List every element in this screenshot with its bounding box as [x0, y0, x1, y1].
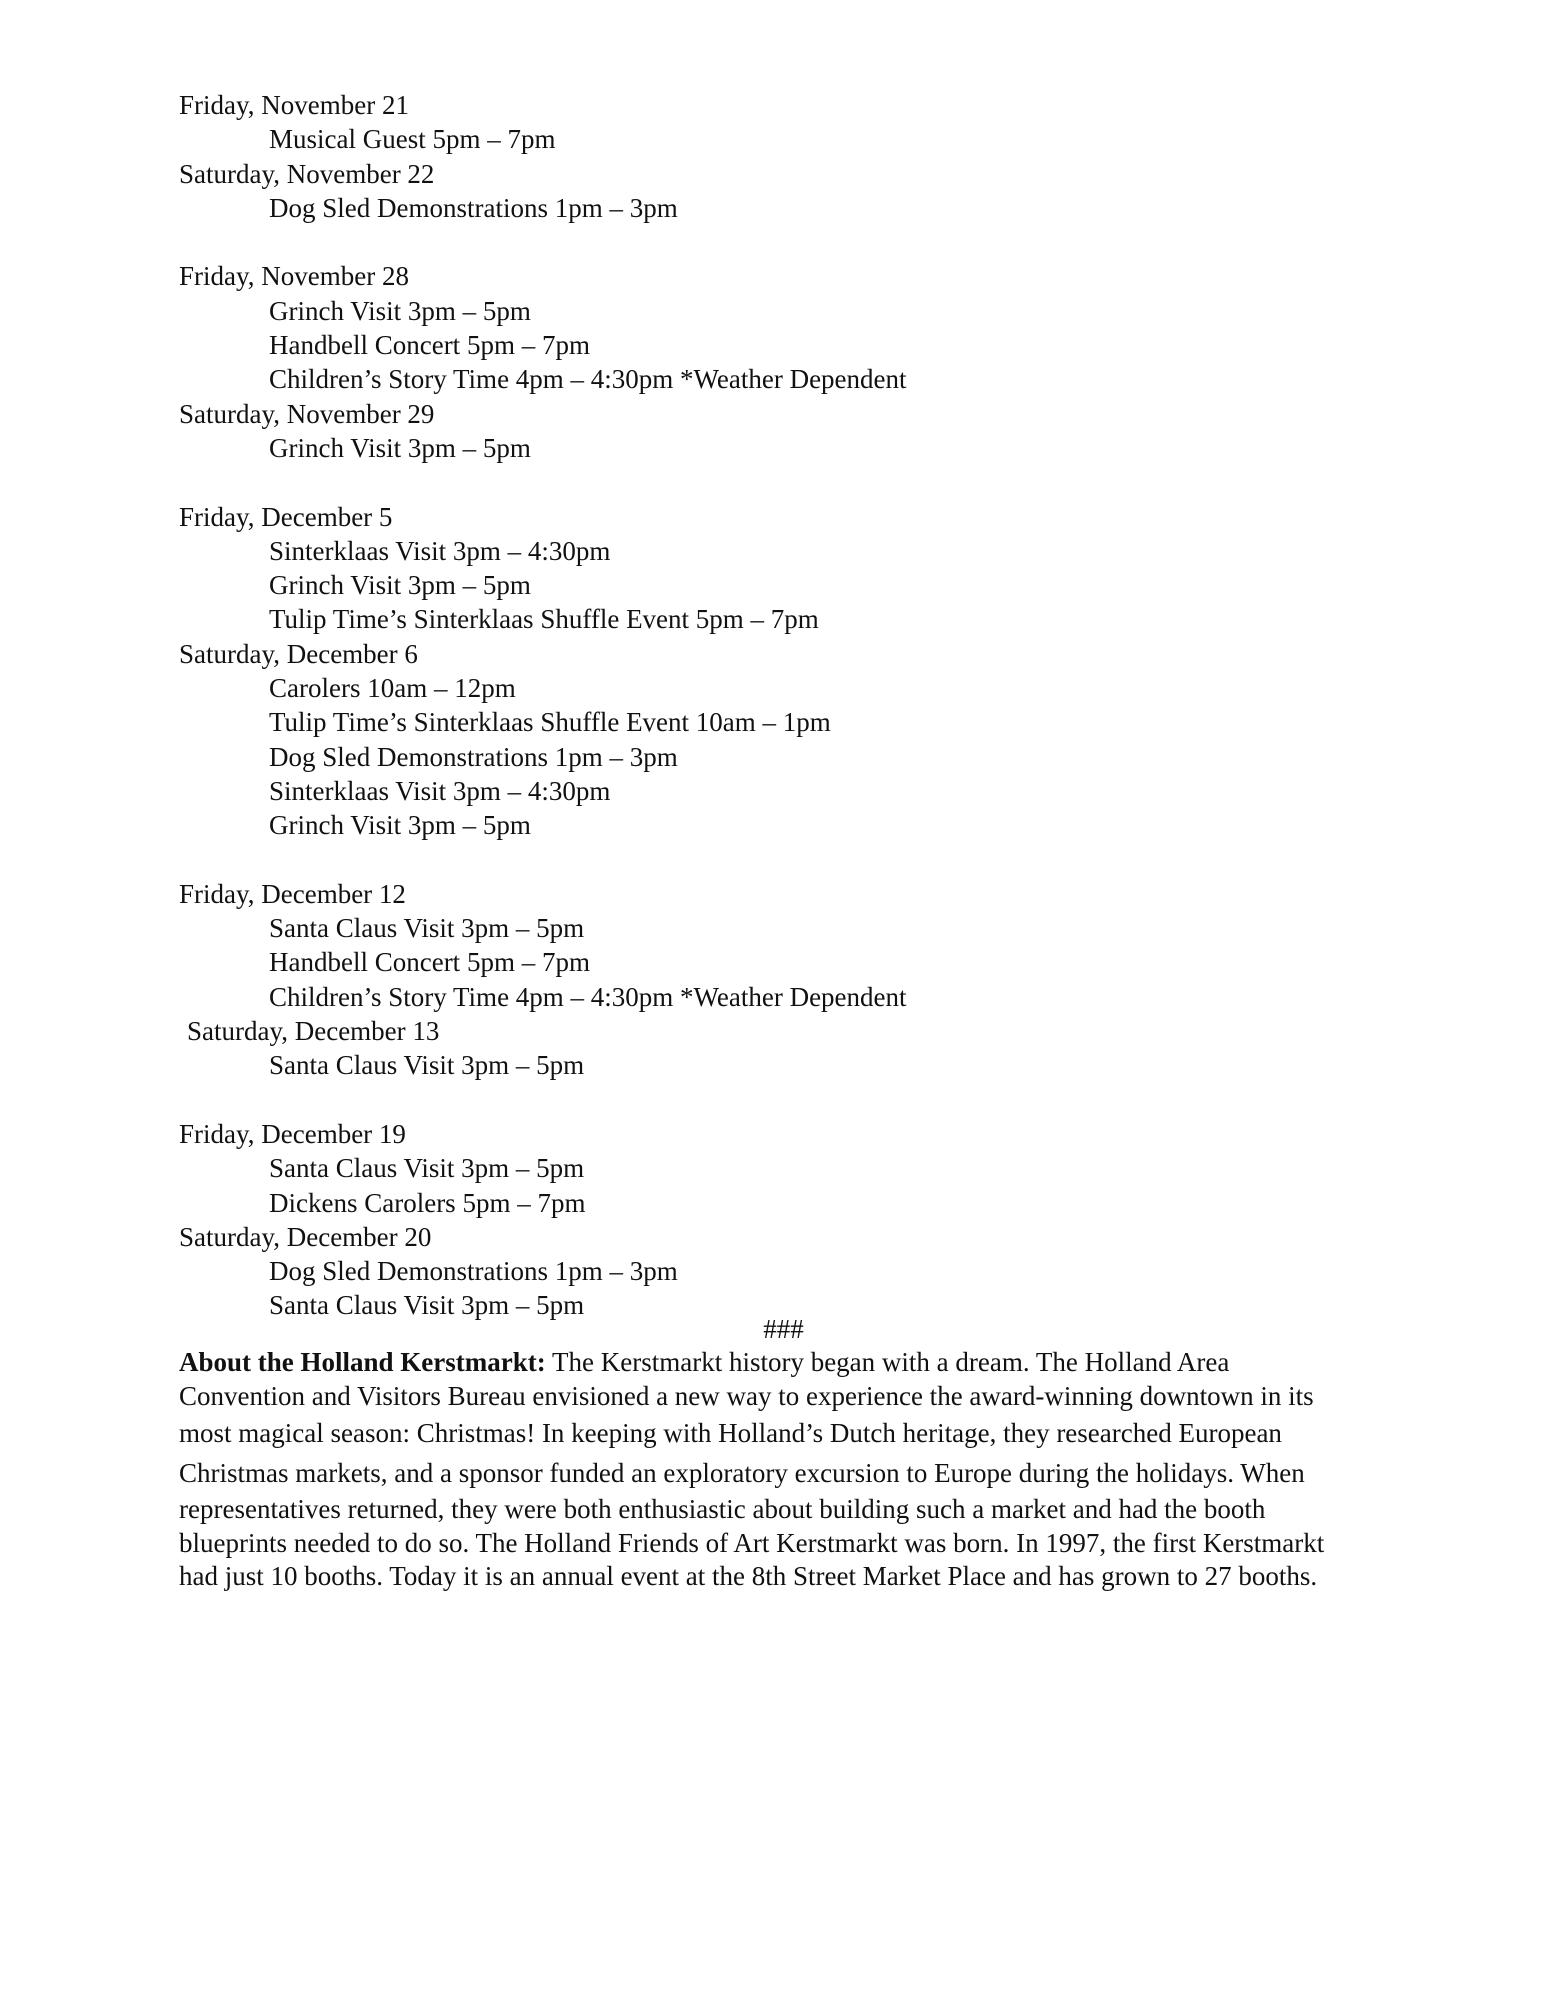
- schedule-event: Santa Claus Visit 3pm – 5pm: [269, 1050, 585, 1081]
- about-line: blueprints needed to do so. The Holland Friends of Art Kerstmarkt was born. In 1997, the first Kerstmarkt: [179, 1527, 1325, 1558]
- schedule-event: Sinterklaas Visit 3pm – 4:30pm: [269, 775, 611, 806]
- schedule-day: Friday, December 19: [179, 1118, 406, 1149]
- spacer: [179, 1083, 1379, 1117]
- schedule-event: Carolers 10am – 12pm: [269, 673, 516, 704]
- about-text: The Kerstmarkt history began with a dream. The Holland Area: [545, 1347, 1230, 1377]
- schedule-event: Dog Sled Demonstrations 1pm – 3pm: [269, 192, 678, 223]
- schedule-day: Saturday, December 6: [179, 638, 418, 669]
- about-line: representatives returned, they were both enthusiastic about building such a market and had the booth: [179, 1494, 1266, 1525]
- schedule-day: Saturday, November 29: [179, 398, 435, 429]
- event-schedule: [179, 88, 1379, 1323]
- schedule-day: Friday, December 12: [179, 878, 406, 909]
- schedule-event: Grinch Visit 3pm – 5pm: [269, 570, 531, 601]
- spacer: [179, 465, 1379, 499]
- schedule-event: Santa Claus Visit 3pm – 5pm: [269, 1290, 585, 1321]
- schedule-day: Friday, November 21: [179, 90, 409, 120]
- schedule-event: Dog Sled Demonstrations 1pm – 3pm: [269, 1256, 678, 1287]
- separator-text: ###: [763, 1314, 804, 1344]
- schedule-event: Children’s Story Time 4pm – 4:30pm *Weather Dependent: [269, 981, 907, 1012]
- schedule-day: Friday, November 28: [179, 261, 409, 292]
- schedule-day: Saturday, December 13: [187, 1016, 440, 1047]
- schedule-event: Handbell Concert 5pm – 7pm: [269, 947, 590, 978]
- about-line: most magical season: Christmas! In keeping with Holland’s Dutch heritage, they researched European: [179, 1418, 1282, 1449]
- schedule-day: Saturday, December 20: [179, 1221, 432, 1252]
- schedule-event: Santa Claus Visit 3pm – 5pm: [269, 913, 585, 944]
- schedule-event: Handbell Concert 5pm – 7pm: [269, 330, 590, 361]
- schedule-event: Santa Claus Visit 3pm – 5pm: [269, 1153, 585, 1184]
- schedule-event: Grinch Visit 3pm – 5pm: [269, 810, 531, 841]
- about-line: Convention and Visitors Bureau envisioned a new way to experience the award-winning downtown in its: [179, 1380, 1314, 1411]
- spacer: [179, 225, 1379, 259]
- about-line: [179, 1346, 1369, 1380]
- schedule-event: Dickens Carolers 5pm – 7pm: [269, 1187, 586, 1218]
- schedule-day: Saturday, November 22: [179, 158, 435, 189]
- schedule-event: Sinterklaas Visit 3pm – 4:30pm: [269, 535, 611, 566]
- about-line: had just 10 booths. Today it is an annual event at the 8th Street Market Place and has grown to 27 booths.: [179, 1561, 1318, 1592]
- schedule-event: Grinch Visit 3pm – 5pm: [269, 295, 531, 326]
- schedule-event: Children’s Story Time 4pm – 4:30pm *Weather Dependent: [269, 364, 907, 395]
- section-separator: [0, 1312, 1545, 1346]
- schedule-event: Tulip Time’s Sinterklaas Shuffle Event 10am – 1pm: [269, 707, 831, 738]
- spacer: [179, 843, 1379, 877]
- schedule-event: Musical Guest 5pm – 7pm: [269, 124, 556, 155]
- about-heading: About the Holland Kerstmarkt:: [179, 1347, 546, 1377]
- about-line: Christmas markets, and a sponsor funded an exploratory excursion to Europe during the holidays. When: [179, 1458, 1305, 1489]
- schedule-event: Grinch Visit 3pm – 5pm: [269, 432, 531, 463]
- schedule-event: Tulip Time’s Sinterklaas Shuffle Event 5pm – 7pm: [269, 604, 819, 635]
- schedule-day: Friday, December 5: [179, 501, 393, 532]
- about-section: [179, 1346, 1369, 1594]
- schedule-event: Dog Sled Demonstrations 1pm – 3pm: [269, 741, 678, 772]
